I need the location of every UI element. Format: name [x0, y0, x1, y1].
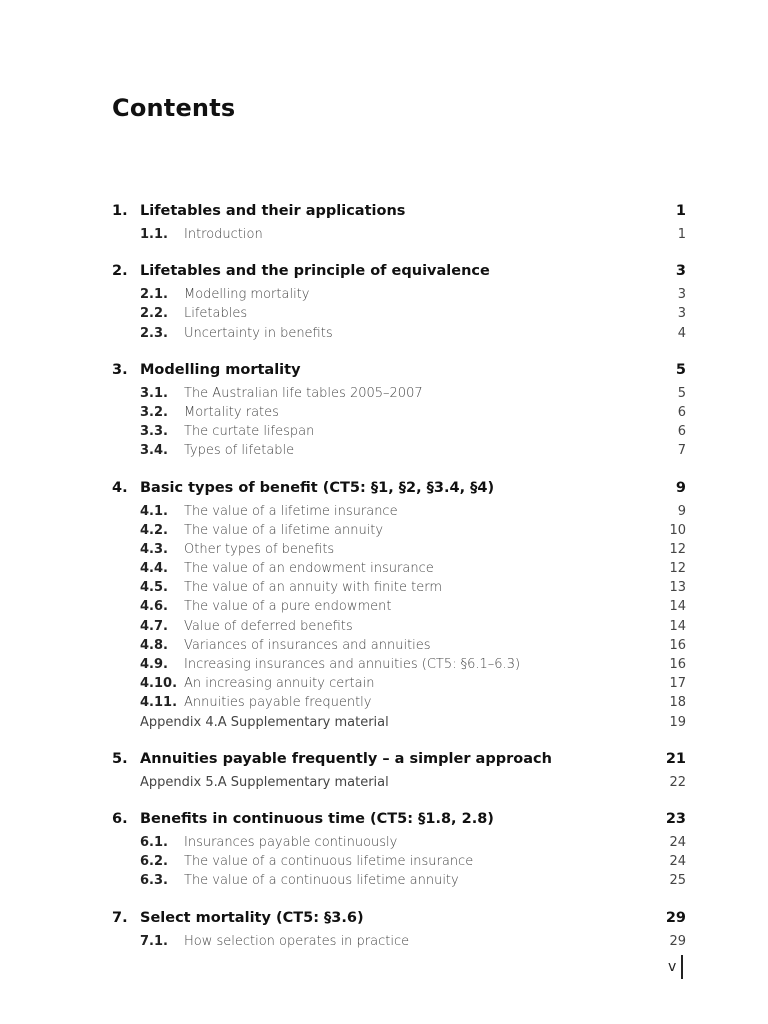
section-title: Lifetables	[184, 306, 248, 322]
section-number: 7.1.	[140, 933, 168, 949]
section-number: 2.3.	[140, 325, 168, 341]
section-number: 4.3.	[140, 541, 168, 557]
chapter-entry[interactable]	[112, 480, 686, 504]
toc-chapter	[112, 263, 686, 345]
chapter-number: 5.	[112, 750, 128, 767]
appendix-entry[interactable]	[112, 715, 686, 734]
section-page: 3	[677, 306, 686, 322]
section-title: Types of lifetable	[184, 443, 295, 459]
section-number: 4.7.	[140, 618, 168, 634]
section-number: 6.1.	[140, 834, 168, 850]
section-page: 1	[677, 227, 686, 242]
section-entry[interactable]	[112, 443, 686, 462]
section-entry[interactable]	[112, 287, 686, 306]
chapter-title: Lifetables and their applications	[140, 203, 406, 219]
section-number: 3.2.	[140, 404, 168, 420]
page-number: v	[668, 959, 677, 975]
section-number: 4.10.	[140, 676, 178, 692]
section-title: Modelling mortality	[184, 287, 310, 303]
chapter-entry[interactable]	[112, 751, 686, 775]
section-entry[interactable]	[112, 854, 686, 873]
section-page: 16	[669, 637, 686, 653]
chapter-title: Annuities payable frequently – a simpler approach	[140, 750, 552, 767]
section-entry[interactable]	[112, 542, 686, 561]
section-number: 4.8.	[140, 637, 168, 653]
section-number: 3.3.	[140, 424, 168, 440]
section-page: 14	[669, 599, 686, 615]
section-entry[interactable]	[112, 561, 686, 580]
chapter-number: 7.	[112, 909, 128, 926]
section-number: 4.6.	[140, 599, 168, 615]
section-page: 6	[677, 404, 686, 420]
section-number: 4.5.	[140, 580, 168, 596]
section-entry[interactable]	[112, 580, 686, 599]
chapter-page: 9	[675, 479, 686, 496]
section-number: 3.4.	[140, 443, 168, 459]
section-entry[interactable]	[112, 405, 686, 424]
section-title: Mortality rates	[184, 404, 279, 420]
appendix-entry[interactable]	[112, 775, 686, 794]
chapter-entry[interactable]	[112, 811, 686, 835]
section-page: 19	[669, 714, 686, 730]
chapter-entry[interactable]	[112, 910, 686, 934]
chapter-page: 23	[665, 810, 686, 827]
page-folio	[668, 955, 683, 979]
section-entry[interactable]	[112, 934, 686, 953]
section-page: 17	[669, 676, 686, 692]
section-page: 3	[677, 287, 686, 303]
section-title: Introduction	[184, 227, 263, 242]
section-title: An increasing annuity certain	[184, 676, 375, 692]
section-page: 10	[669, 522, 686, 538]
chapter-number: 1.	[112, 203, 128, 219]
section-number: 6.3.	[140, 873, 168, 889]
section-page: 24	[669, 834, 686, 850]
chapter-entry[interactable]	[112, 362, 686, 386]
section-page: 18	[669, 695, 686, 711]
toc-chapter	[112, 480, 686, 734]
section-title: The value of a continuous lifetime annuity	[184, 873, 459, 889]
folio-rule	[681, 955, 683, 979]
chapter-number: 2.	[112, 263, 128, 280]
section-page: 16	[669, 657, 686, 672]
chapter-number: 4.	[112, 479, 128, 496]
section-entry[interactable]	[112, 227, 686, 246]
chapter-title: Basic types of benefit (CT5: §1, §2, §3.4, §4)	[140, 479, 495, 496]
section-entry[interactable]	[112, 523, 686, 542]
chapter-title: Modelling mortality	[140, 361, 301, 378]
section-title: The Australian life tables 2005–2007	[184, 385, 423, 401]
toc-chapter	[112, 362, 686, 463]
appendix-title: Appendix 4.A Supplementary material	[140, 714, 389, 730]
section-number: 4.4.	[140, 561, 168, 577]
section-page: 22	[669, 774, 686, 790]
section-title: The value of a pure endowment	[184, 599, 392, 615]
section-entry[interactable]	[112, 657, 686, 676]
section-entry[interactable]	[112, 326, 686, 345]
section-number: 3.1.	[140, 385, 168, 401]
section-page: 24	[669, 854, 686, 870]
section-number: 4.2.	[140, 522, 168, 538]
section-title: The value of a continuous lifetime insurance	[184, 854, 474, 870]
chapter-title: Lifetables and the principle of equivalence	[140, 263, 490, 280]
section-entry[interactable]	[112, 504, 686, 523]
section-entry[interactable]	[112, 676, 686, 695]
chapter-title: Select mortality (CT5: §3.6)	[140, 909, 364, 926]
appendix-title: Appendix 5.A Supplementary material	[140, 774, 389, 790]
section-entry[interactable]	[112, 424, 686, 443]
section-number: 4.11.	[140, 695, 178, 711]
section-title: The value of an endowment insurance	[184, 561, 434, 577]
section-number: 2.2.	[140, 306, 168, 322]
section-page: 6	[677, 424, 686, 440]
section-number: 4.1.	[140, 503, 168, 519]
chapter-page: 21	[665, 750, 686, 767]
toc-chapter	[112, 751, 686, 794]
section-title: Uncertainty in benefits	[184, 325, 333, 341]
section-number: 6.2.	[140, 854, 168, 870]
section-page: 13	[669, 580, 686, 596]
section-entry[interactable]	[112, 386, 686, 405]
section-page: 12	[669, 561, 686, 577]
chapter-entry[interactable]	[112, 263, 686, 287]
chapter-title: Benefits in continuous time (CT5: §1.8, 2.8)	[140, 810, 494, 827]
section-title: Increasing insurances and annuities (CT5: §6.1–6.3)	[184, 657, 521, 672]
chapter-number: 3.	[112, 361, 128, 378]
section-page: 25	[669, 873, 686, 889]
section-page: 29	[669, 933, 686, 949]
section-title: Value of deferred benefits	[184, 618, 353, 634]
section-title: Insurances payable continuously	[184, 834, 398, 850]
section-number: 2.1.	[140, 287, 168, 303]
section-entry[interactable]	[112, 638, 686, 657]
section-title: Other types of benefits	[184, 541, 335, 557]
section-page: 12	[669, 541, 686, 557]
chapter-entry[interactable]	[112, 203, 686, 227]
chapter-page: 5	[675, 361, 686, 378]
chapter-number: 6.	[112, 810, 128, 827]
toc-chapter	[112, 203, 686, 246]
chapter-page: 1	[675, 203, 686, 219]
toc-chapter	[112, 910, 686, 953]
section-number: 4.9.	[140, 657, 168, 672]
section-entry[interactable]	[112, 873, 686, 892]
chapter-page: 29	[665, 909, 686, 926]
section-page: 4	[677, 325, 686, 341]
section-title: The curtate lifespan	[184, 424, 315, 440]
section-page: 7	[677, 443, 686, 459]
chapter-page: 3	[675, 263, 686, 280]
toc-chapter	[112, 811, 686, 893]
section-title: The value of a lifetime annuity	[184, 522, 384, 538]
page-title: Contents	[112, 94, 236, 122]
section-title: How selection operates in practice	[184, 933, 410, 949]
section-entry[interactable]	[112, 306, 686, 325]
section-title: The value of a lifetime insurance	[184, 503, 398, 519]
section-title: Annuities payable frequently	[184, 695, 372, 711]
table-of-contents	[112, 203, 686, 970]
section-page: 9	[677, 503, 686, 519]
section-entry[interactable]	[112, 835, 686, 854]
section-entry[interactable]	[112, 619, 686, 638]
section-entry[interactable]	[112, 599, 686, 618]
section-entry[interactable]	[112, 695, 686, 714]
section-number: 1.1.	[140, 227, 168, 242]
section-title: The value of an annuity with finite term	[184, 580, 443, 596]
section-title: Variances of insurances and annuities	[184, 637, 431, 653]
section-page: 14	[669, 618, 686, 634]
section-page: 5	[677, 385, 686, 401]
